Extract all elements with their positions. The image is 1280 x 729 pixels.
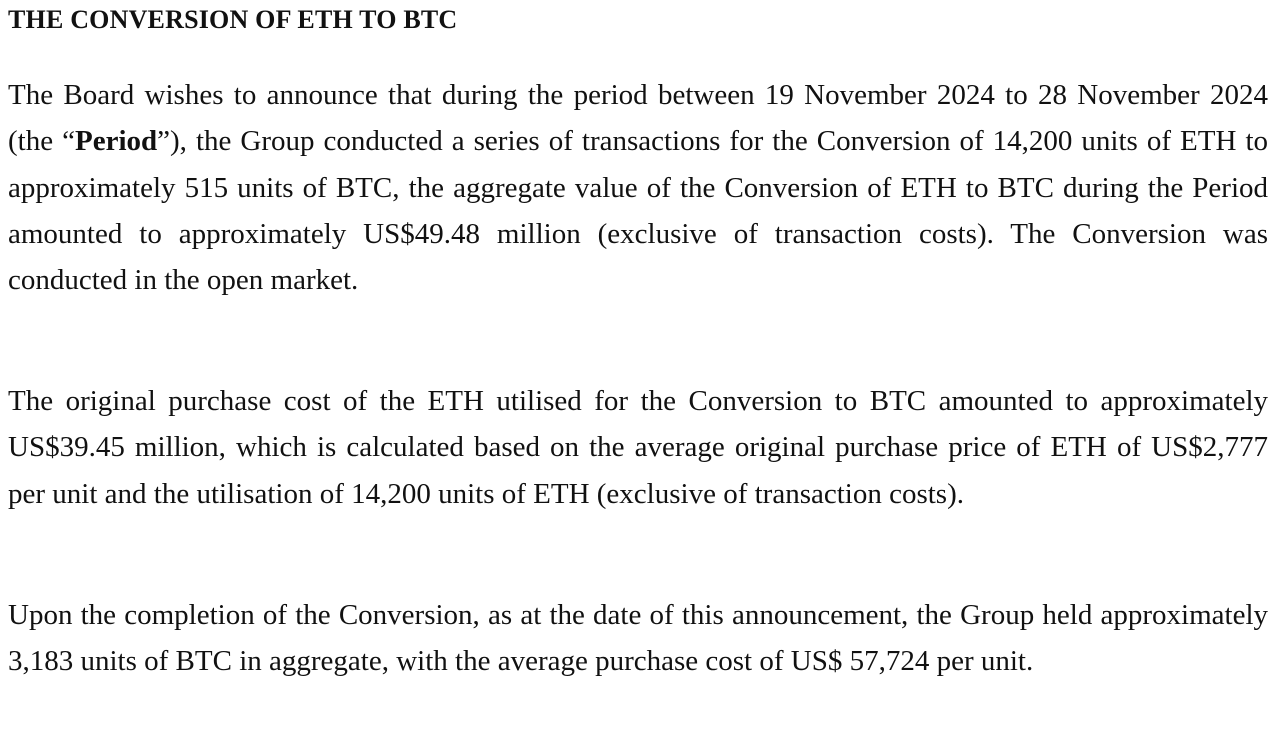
section-title: THE CONVERSION OF ETH TO BTC <box>8 5 458 34</box>
paragraph-purchase-cost: The original purchase cost of the ETH utilised for the Conversion to BTC amounted to approximately US$39.45 million, which is calculated based on the average original purchase price of ETH of US$2,777 per unit and the utilisation of 14,200 units of ETH (exclusive of transaction costs). <box>8 385 1268 510</box>
paragraph-text: ”), the Group conducted a series of transactions for the Conversion of 14,200 units of ETH to approximately 515 units of BTC, the aggregate value of the Conversion of ETH to BTC during the Period amounted to approximately US$49.48 million (exclusive of transaction costs). The Conversion was conducted in the open market. <box>8 125 1268 297</box>
paragraph-text: The Board wishes to announce that during the period between 19 November 2024 to 28 November 2024 (the “ <box>8 79 1268 158</box>
paragraph-btc-holdings: Upon the completion of the Conversion, as at the date of this announcement, the Group held approximately 3,183 units of BTC in aggregate, with the average purchase cost of US$ 57,724 per unit. <box>8 599 1268 678</box>
paragraph-conversion-details <box>8 72 1268 303</box>
announcement-page <box>8 0 1268 729</box>
defined-term-period: Period <box>75 125 158 158</box>
